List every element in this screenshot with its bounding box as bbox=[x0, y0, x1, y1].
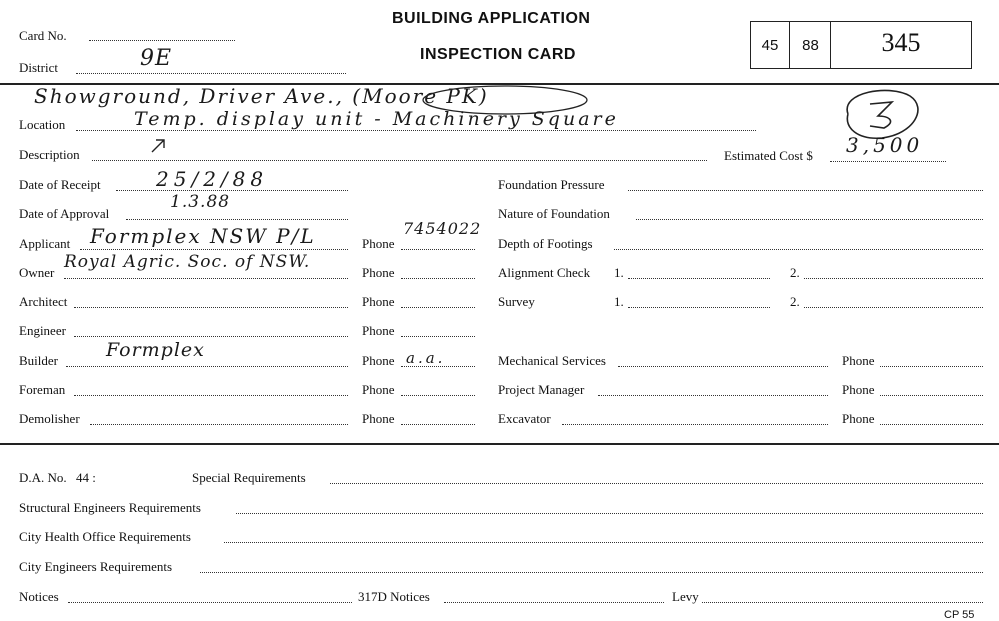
description-field[interactable] bbox=[92, 160, 707, 161]
alignment-check-field-2[interactable] bbox=[804, 278, 983, 279]
card-no-field[interactable] bbox=[89, 40, 235, 41]
demolisher-field[interactable] bbox=[90, 424, 348, 425]
survey-num2: 2. bbox=[790, 294, 800, 309]
da-no-label: D.A. No. bbox=[19, 470, 67, 485]
city-engineers-field[interactable] bbox=[200, 572, 983, 573]
location-field[interactable] bbox=[76, 130, 756, 131]
project-manager-field[interactable] bbox=[598, 395, 828, 396]
survey-field-1[interactable] bbox=[628, 307, 770, 308]
city-engineers-label: City Engineers Requirements bbox=[19, 559, 173, 574]
card-number: 345 bbox=[881, 28, 921, 57]
notices-field[interactable] bbox=[68, 602, 352, 603]
owner-phone-field[interactable] bbox=[401, 278, 475, 279]
card-box-a: 45 bbox=[751, 22, 790, 68]
builder-phone-value: a.a. bbox=[406, 349, 446, 367]
engineer-label: Engineer bbox=[19, 323, 66, 338]
owner-value: Royal Agric. Soc. of NSW. bbox=[64, 252, 311, 272]
applicant-label: Applicant bbox=[19, 236, 71, 251]
survey-field-2[interactable] bbox=[804, 307, 983, 308]
notices-317d-label: 317D Notices bbox=[358, 589, 430, 604]
section-divider bbox=[0, 443, 999, 445]
structural-engineers-label: Structural Engineers Requirements bbox=[19, 500, 201, 515]
excavator-phone-field[interactable] bbox=[880, 424, 983, 425]
date-of-receipt-value: 25/2/88 bbox=[156, 167, 269, 191]
title-line2: INSPECTION CARD bbox=[420, 46, 576, 63]
form-code: CP 55 bbox=[944, 609, 975, 621]
description-label: Description bbox=[19, 147, 80, 162]
district-value: 9E bbox=[140, 46, 173, 71]
survey-label: Survey bbox=[498, 294, 535, 309]
date-of-approval-value: 1.3.88 bbox=[170, 192, 231, 212]
mechanical-services-field[interactable] bbox=[618, 366, 828, 367]
foundation-pressure-field[interactable] bbox=[628, 190, 983, 191]
district-field[interactable] bbox=[76, 73, 346, 74]
location-line1: Showground, Driver Ave., (Moore PK) bbox=[34, 84, 489, 108]
architect-label: Architect bbox=[19, 294, 68, 309]
owner-label: Owner bbox=[19, 265, 55, 280]
demolisher-phone-label: Phone bbox=[362, 411, 395, 426]
excavator-field[interactable] bbox=[562, 424, 828, 425]
notices-317d-field[interactable] bbox=[444, 602, 664, 603]
levy-label: Levy bbox=[672, 589, 699, 604]
project-manager-label: Project Manager bbox=[498, 382, 585, 397]
demolisher-label: Demolisher bbox=[19, 411, 80, 426]
engineer-phone-field[interactable] bbox=[401, 336, 475, 337]
applicant-phone-label: Phone bbox=[362, 236, 395, 251]
architect-field[interactable] bbox=[74, 307, 348, 308]
structural-engineers-field[interactable] bbox=[236, 513, 983, 514]
special-requirements-field[interactable] bbox=[330, 483, 983, 484]
mechanical-services-phone-field[interactable] bbox=[880, 366, 983, 367]
alignment-check-num2: 2. bbox=[790, 265, 800, 280]
survey-num1: 1. bbox=[614, 294, 624, 309]
card-no-label: Card No. bbox=[19, 28, 67, 43]
nature-of-foundation-label: Nature of Foundation bbox=[498, 206, 610, 221]
excavator-phone-label: Phone bbox=[842, 411, 875, 426]
foundation-pressure-label: Foundation Pressure bbox=[498, 177, 605, 192]
alignment-check-label: Alignment Check bbox=[498, 265, 591, 280]
alignment-check-field-1[interactable] bbox=[628, 278, 770, 279]
location-line2: Temp. display unit - Machinery Square bbox=[134, 108, 619, 130]
builder-phone-label: Phone bbox=[362, 353, 395, 368]
applicant-phone-value: 7454022 bbox=[403, 219, 482, 238]
project-manager-phone-label: Phone bbox=[842, 382, 875, 397]
location-label: Location bbox=[19, 117, 66, 132]
arrow-mark-icon bbox=[148, 134, 170, 156]
special-requirements-label: Special Requirements bbox=[192, 470, 306, 485]
applicant-value: Formplex NSW P/L bbox=[90, 224, 316, 248]
foreman-label: Foreman bbox=[19, 382, 66, 397]
depth-of-footings-label: Depth of Footings bbox=[498, 236, 593, 251]
excavator-label: Excavator bbox=[498, 411, 551, 426]
estimated-cost-value: 3,500 bbox=[846, 133, 924, 157]
mechanical-services-label: Mechanical Services bbox=[498, 353, 606, 368]
date-of-approval-label: Date of Approval bbox=[19, 206, 110, 221]
foreman-phone-label: Phone bbox=[362, 382, 395, 397]
notices-label: Notices bbox=[19, 589, 59, 604]
foreman-phone-field[interactable] bbox=[401, 395, 475, 396]
estimated-cost-label: Estimated Cost $ bbox=[724, 148, 813, 163]
owner-field[interactable] bbox=[64, 278, 348, 279]
levy-field[interactable] bbox=[702, 602, 983, 603]
date-of-approval-field[interactable] bbox=[126, 219, 348, 220]
project-manager-phone-field[interactable] bbox=[880, 395, 983, 396]
card-box-b: 88 bbox=[791, 22, 831, 68]
date-of-receipt-label: Date of Receipt bbox=[19, 177, 101, 192]
builder-label: Builder bbox=[19, 353, 58, 368]
depth-of-footings-field[interactable] bbox=[614, 249, 983, 250]
foreman-field[interactable] bbox=[74, 395, 348, 396]
architect-phone-label: Phone bbox=[362, 294, 395, 309]
alignment-check-num1: 1. bbox=[614, 265, 624, 280]
district-label: District bbox=[19, 60, 58, 75]
builder-value: Formplex bbox=[106, 339, 205, 361]
applicant-phone-field[interactable] bbox=[401, 249, 475, 250]
demolisher-phone-field[interactable] bbox=[401, 424, 475, 425]
city-health-label: City Health Office Requirements bbox=[19, 529, 191, 544]
nature-of-foundation-field[interactable] bbox=[636, 219, 983, 220]
owner-phone-label: Phone bbox=[362, 265, 395, 280]
estimated-cost-field[interactable] bbox=[830, 161, 946, 162]
engineer-phone-label: Phone bbox=[362, 323, 395, 338]
card-number-box bbox=[750, 21, 972, 69]
architect-phone-field[interactable] bbox=[401, 307, 475, 308]
title-line1: BUILDING APPLICATION bbox=[392, 10, 591, 27]
applicant-field[interactable] bbox=[80, 249, 348, 250]
mechanical-services-phone-label: Phone bbox=[842, 353, 875, 368]
engineer-field[interactable] bbox=[74, 336, 348, 337]
city-health-field[interactable] bbox=[224, 542, 983, 543]
builder-field[interactable] bbox=[66, 366, 348, 367]
da-no-value: 44 : bbox=[76, 470, 96, 485]
